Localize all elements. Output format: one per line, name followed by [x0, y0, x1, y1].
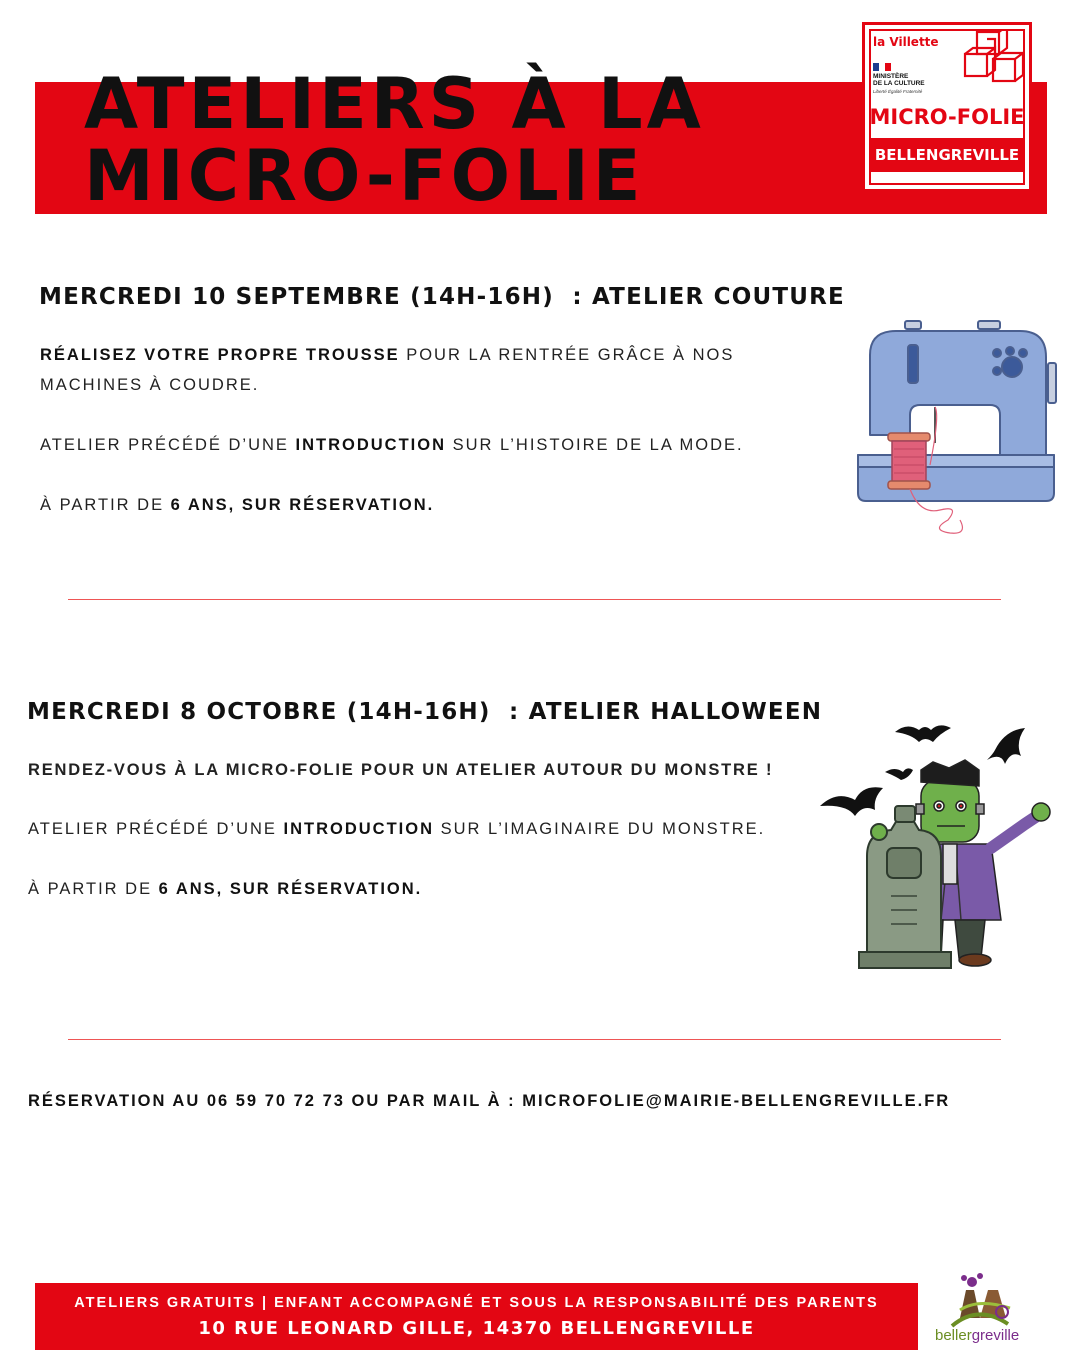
logo-brand: MICRO-FOLIE: [869, 105, 1025, 129]
section2-p3-pre: À PARTIR DE: [28, 880, 159, 898]
logo-devise: Liberté Égalité Fraternité: [873, 89, 923, 94]
section1-p2-pre: ATELIER PRÉCÉDÉ D’UNE: [40, 436, 296, 454]
section2-paragraph-3: [28, 874, 748, 904]
section1-p2-bold: INTRODUCTION: [295, 436, 446, 454]
footer-line-1: ATELIERS GRATUITS | ENFANT ACCOMPAGNÉ ET SOUS LA RESPONSABILITÉ DES PARENTS: [74, 1295, 879, 1311]
frankenstein-monster-icon: [815, 720, 1060, 970]
logo-villette-text: la Villette: [873, 35, 939, 49]
section2-paragraph-2: [28, 814, 818, 844]
section1-p3-pre: À PARTIR DE: [40, 496, 171, 514]
page-title: [84, 63, 705, 217]
city-logo-part-2: greville: [971, 1327, 1020, 1344]
section1-paragraph-2: [40, 430, 800, 460]
section-divider-1: [68, 599, 1001, 600]
micro-folie-logo: [862, 22, 1032, 192]
city-logo-text: [935, 1327, 1019, 1344]
section1-title: MERCREDI 10 SEPTEMBRE (14H-16H) : ATELIER COUTURE: [39, 284, 845, 310]
section2-p2-post: SUR L’IMAGINAIRE DU MONSTRE.: [434, 820, 766, 838]
section2-p2-pre: ATELIER PRÉCÉDÉ D’UNE: [28, 820, 284, 838]
section-divider-2: [68, 1039, 1001, 1040]
section1-p2-post: SUR L’HISTOIRE DE LA MODE.: [446, 436, 744, 454]
logo-ministere: [873, 73, 943, 87]
ministere-line-1: MINISTÈRE: [873, 73, 909, 80]
section2-paragraph-1: RENDEZ-VOUS À LA MICRO-FOLIE POUR UN ATELIER AUTOUR DU MONSTRE !: [28, 761, 774, 779]
title-line-2: MICRO-FOLIE: [84, 135, 645, 217]
section1-paragraph-1: [40, 340, 760, 400]
section1-paragraph-3: [40, 490, 760, 520]
section1-p1-text: POUR LA RENTRÉE GRÂCE À NOS MACHINES À COUDRE.: [40, 346, 735, 394]
reservation-info: RÉSERVATION AU 06 59 70 72 73 OU PAR MAIL À : MICROFOLIE@MAIRIE-BELLENGREVILLE.FR: [28, 1092, 951, 1110]
section1-p1-bold: RÉALISEZ VOTRE PROPRE TROUSSE: [40, 346, 400, 364]
city-logo-part-1: beller: [935, 1327, 972, 1344]
section1-p3-bold: 6 ANS, SUR RÉSERVATION.: [170, 496, 435, 514]
french-flag-icon: [873, 63, 891, 71]
ministere-line-2: DE LA CULTURE: [873, 80, 925, 87]
sewing-machine-icon: [850, 315, 1060, 545]
section2-p2-bold: INTRODUCTION: [283, 820, 434, 838]
footer-address: 10 RUE LEONARD GILLE, 14370 BELLENGREVILLE: [198, 1318, 755, 1339]
title-line-1: ATELIERS À LA: [84, 63, 705, 145]
section2-p3-bold: 6 ANS, SUR RÉSERVATION.: [158, 880, 423, 898]
footer-band: [35, 1283, 918, 1350]
logo-city: BELLENGREVILLE: [871, 138, 1023, 172]
cubes-icon: [961, 29, 1025, 91]
section2-title: MERCREDI 8 OCTOBRE (14H-16H) : ATELIER HALLOWEEN: [27, 699, 823, 725]
